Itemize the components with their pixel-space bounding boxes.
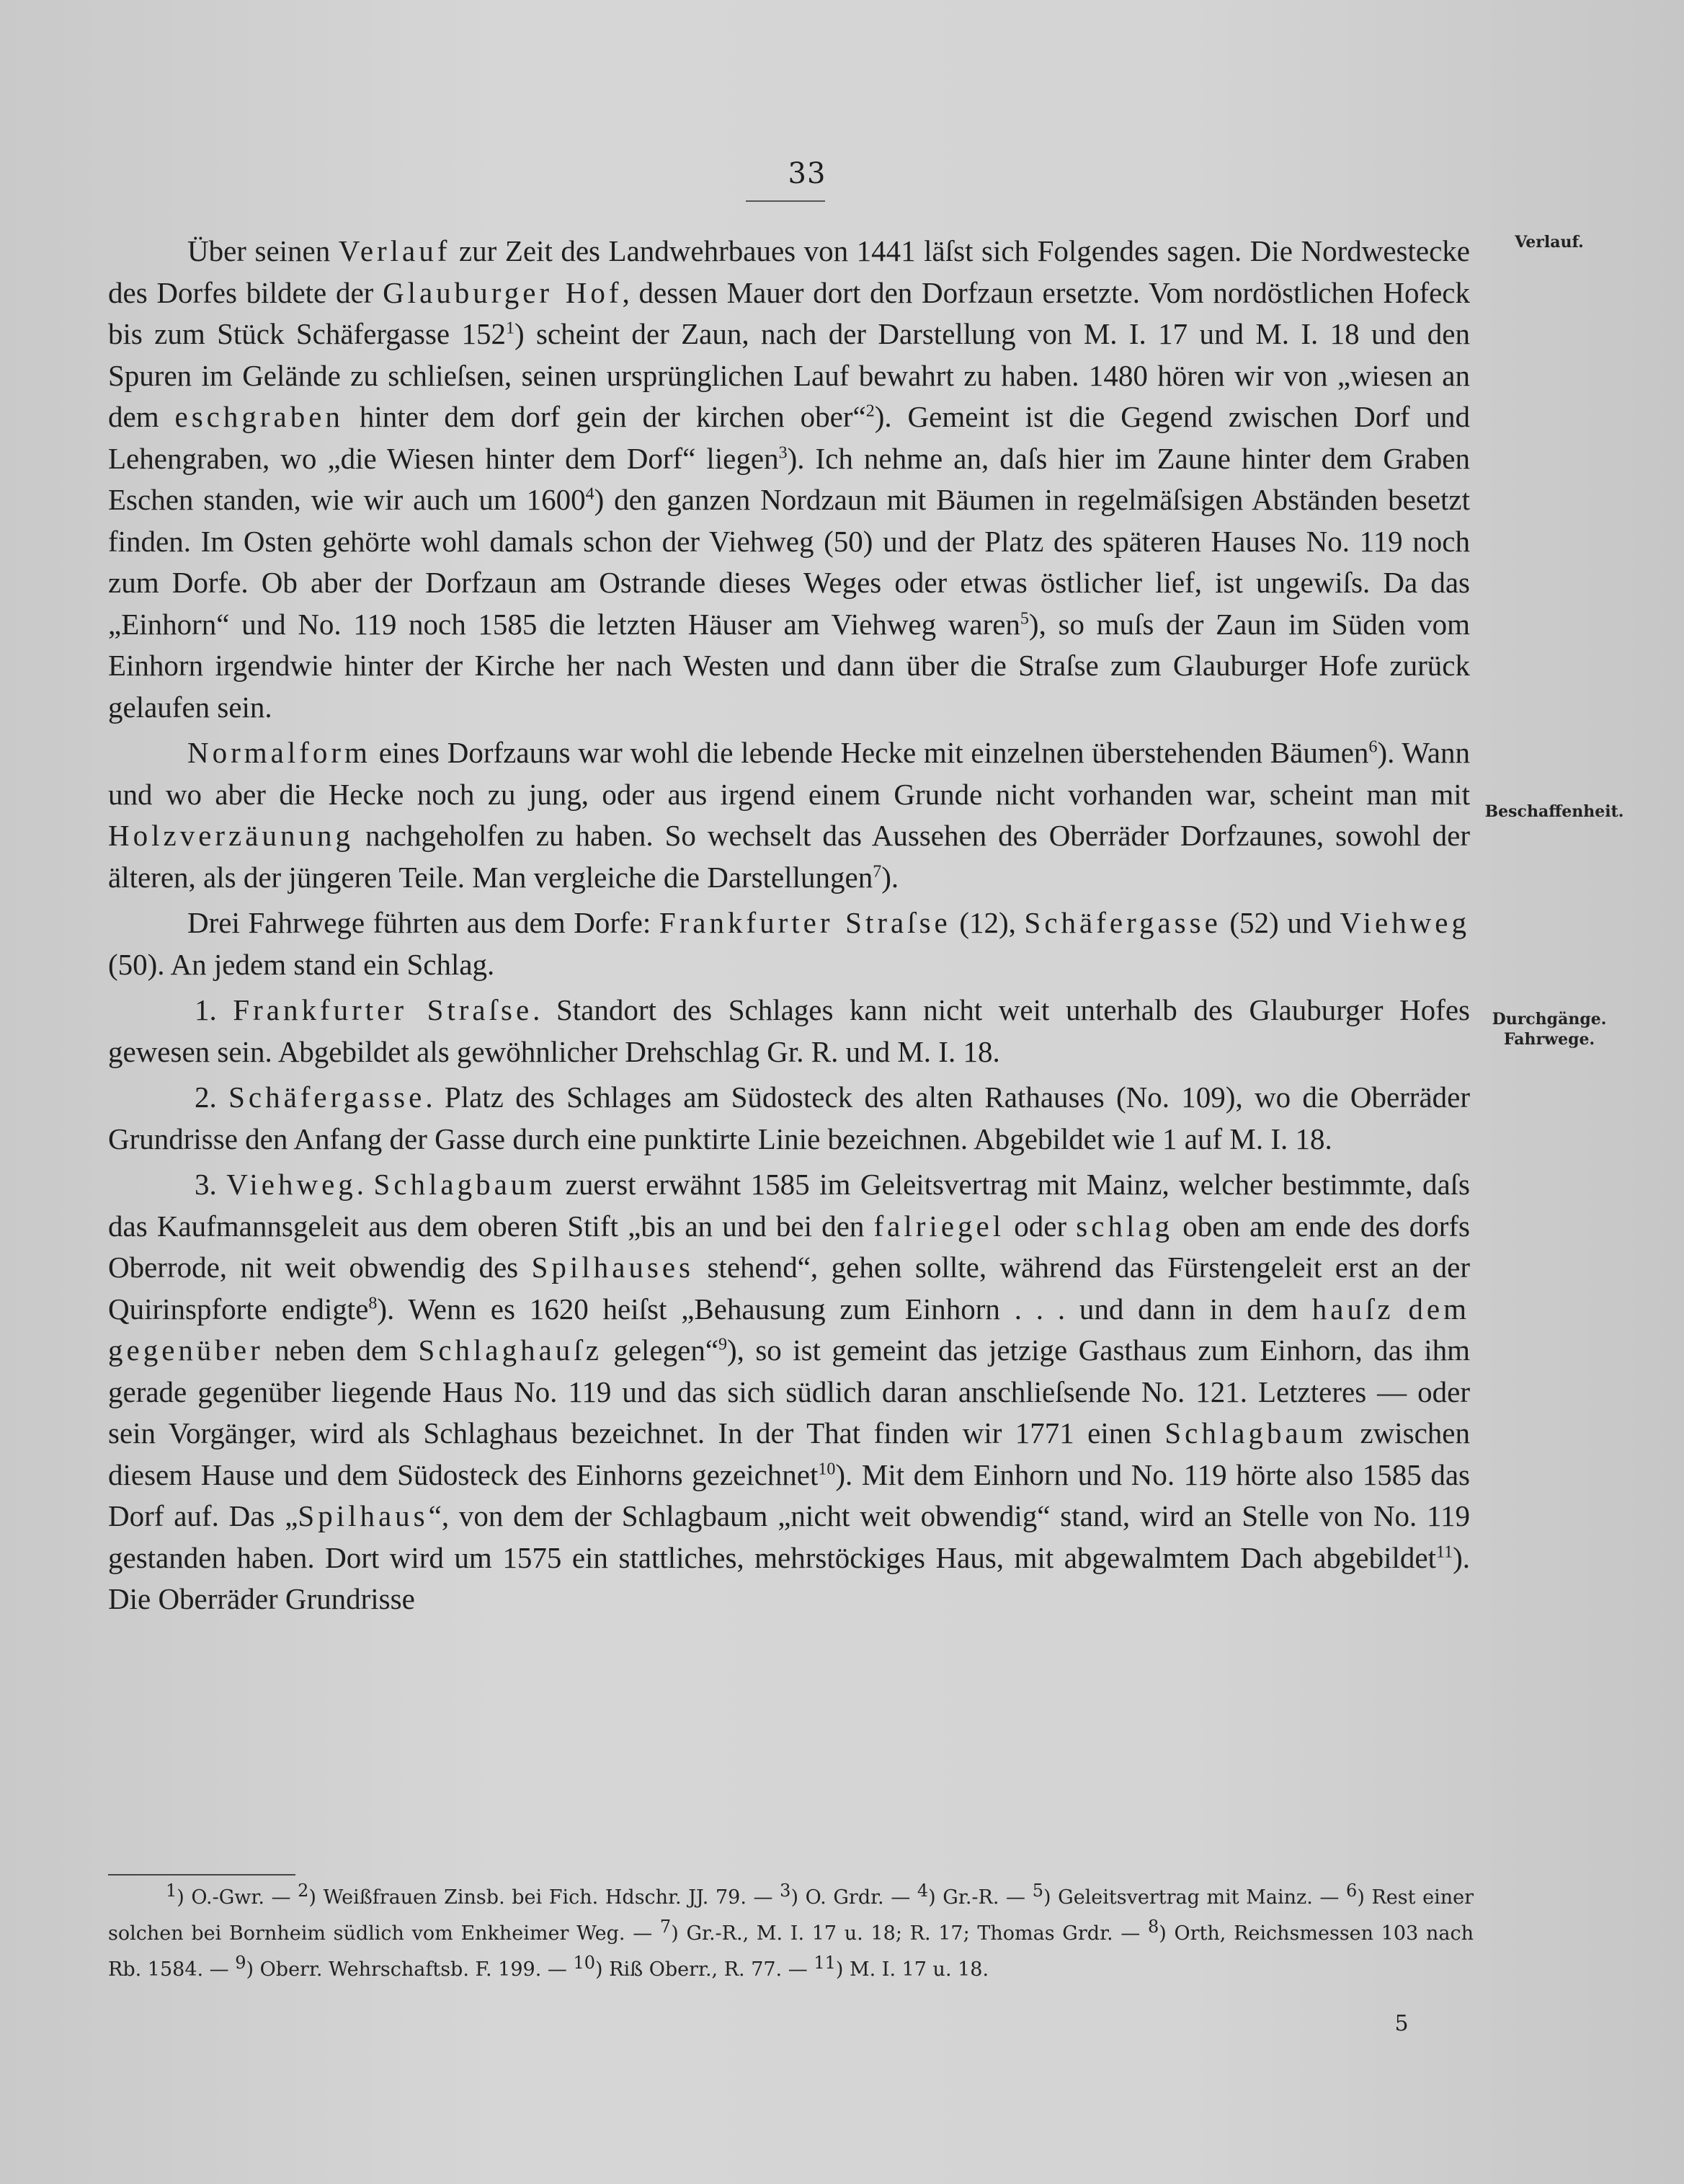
footnote-number: 11	[814, 1953, 836, 1973]
footnote-number: 7	[659, 1917, 672, 1937]
text-run: eines Dorfzauns war wohl die lebende Hecke mit einzelnen überstehenden Bäumen	[370, 736, 1369, 769]
spaced-term: Spilhaus	[298, 1499, 429, 1532]
text-run: ) scheint der Zaun, nach der Darstellung von M. I. 17 und M. I. 18 und den Spuren im Gelände zu schlieſsen, seinen ursprünglichen Lauf bewahrt zu haben. 1480 hören wir von „wiesen an dem	[108, 317, 1470, 433]
footnote-rule	[108, 1874, 295, 1876]
footnote-number: 10	[573, 1953, 596, 1973]
footnote-ref: 11	[1435, 1542, 1453, 1561]
footnote-text: ) Oberr. Wehrschaftsb. F. 199. —	[246, 1958, 574, 1981]
spaced-term: hauſz	[1311, 1292, 1394, 1326]
footnote-ref: 7	[873, 861, 882, 881]
footnote-number: 3	[780, 1881, 791, 1901]
footnote-ref: 9	[718, 1335, 728, 1354]
footnote-ref: 5	[1020, 608, 1029, 628]
text-run: 1.	[195, 993, 233, 1026]
paragraph-fahrwege	[108, 902, 1470, 985]
paragraph-item-3	[108, 1164, 1470, 1620]
spaced-term: dem gegenüber	[108, 1292, 1470, 1367]
footnote-text: ) Gr.-R., M. I. 17 u. 18; R. 17; Thomas Grdr. —	[671, 1922, 1148, 1945]
paragraph-beschaffenheit	[108, 732, 1470, 898]
footnote-ref: 4	[585, 484, 594, 504]
footnote-ref: 10	[818, 1459, 836, 1478]
footnote-number: 5	[1032, 1881, 1043, 1901]
text-run: , dessen Mauer dort den Dorfzaun ersetzte. Vom nordöstlichen Hofeck bis zum Stück Schäfergasse 152	[108, 275, 1470, 350]
text-run: 3.	[195, 1168, 227, 1201]
spaced-term: Frankfurter Straſse	[233, 993, 533, 1026]
text-run: oder	[1004, 1209, 1077, 1243]
text-run: zuerst erwähnt 1585 im Geleitsvertrag mit Mainz, welcher bestimmte, daſs das Kaufmannsgeleit aus dem oberen Stift „bis an und bei den	[108, 1168, 1471, 1243]
text-run: ). Mit dem Einhorn und No. 119 hörte also 1585 das Dorf auf. Das „	[108, 1457, 1470, 1532]
spaced-term: Frankfurter Straſse	[659, 906, 951, 939]
footnote-ref: 6	[1368, 737, 1378, 757]
spaced-term: Spilhauses	[531, 1251, 695, 1284]
footnote-text: ) Orth, Reichsmessen 103 nach Rb. 1584. —	[108, 1922, 1474, 1981]
spaced-term: falriegel	[873, 1209, 1005, 1243]
footnote-number: 6	[1346, 1881, 1358, 1901]
footnote-text: ) Gr.-R. —	[928, 1886, 1033, 1909]
spaced-term: Schäfergasse	[1024, 906, 1221, 939]
text-run: ).	[881, 860, 899, 894]
margin-note-verlauf: Verlauf.	[1515, 233, 1584, 252]
text-run: ). Die Oberräder Grundrisse	[108, 1540, 1470, 1615]
text-run: (12),	[950, 906, 1025, 939]
text-run: 2.	[195, 1080, 229, 1114]
text-run: ) den ganzen Nordzaun mit Bäumen in regelmäſsigen Abständen besetzt finden. Im Osten gehörte wohl damals schon der Viehweg (50) und der Platz des späteren Hauses No. 119 noch zum Dorfe. Ob aber der Dorfzaun am Ostrande dieses Weges oder etwas östlicher lief, ist ungewiſs. Da das „Einhorn“ und No. 119 noch 1585 die letzten Häuser am Viehweg waren	[108, 483, 1470, 641]
footnote-number: 2	[298, 1881, 309, 1901]
text-run: ). Gemeint ist die Gegend zwischen Dorf und Lehengraben, wo „die Wiesen hinter dem Dorf“ liegen	[108, 400, 1470, 475]
footnotes	[108, 1880, 1474, 1988]
footnote-number: 1	[166, 1881, 177, 1901]
spaced-term: Holzverzäunung	[108, 819, 354, 852]
text-run: ), so muſs der Zaun im Süden vom Einhorn irgendwie hinter der Kirche her nach Westen und dann über die Straſse zum Glauburger Hofe zurück gelaufen sein.	[108, 607, 1470, 724]
spaced-term: Glauburger Hof	[383, 275, 623, 309]
spaced-term: Schlagbaum	[1164, 1416, 1347, 1450]
footnote-text: ) Weißfrauen Zinsb. bei Fich. Hdschr. JJ. 79. —	[308, 1886, 780, 1909]
signature-mark: 5	[1394, 2011, 1409, 2036]
page-number-rule	[746, 200, 825, 202]
footnote-ref: 2	[865, 401, 875, 421]
spaced-term: eschgraben	[174, 400, 344, 433]
footnote-text: ) Rest einer solchen bei Bornheim südlich vom Enkheimer Weg. —	[108, 1886, 1474, 1945]
text-run	[1394, 1292, 1409, 1326]
footnote-ref: 3	[778, 443, 788, 462]
text-run: Drei Fahrwege führten aus dem Dorfe:	[187, 906, 659, 939]
text-run: nachgeholfen zu haben. So wechselt das Aussehen des Oberräder Dorfzaunes, sowohl der älteren, als der jüngeren Teile. Man vergleiche die Darstellungen	[108, 819, 1470, 894]
page-number: 33	[788, 157, 827, 190]
text-run: (52) und	[1221, 906, 1340, 939]
margin-note-durchgaenge	[1484, 1009, 1614, 1049]
footnote-text: ) O.-Gwr. —	[177, 1886, 298, 1909]
footnote-number: 8	[1148, 1917, 1159, 1937]
text-run: ). Wenn es 1620 heiſst „Behausung zum Einhorn . . . und dann in dem	[377, 1292, 1312, 1326]
text-run: “, von dem der Schlagbaum „nicht weit obwendig“ stand, wird an Stelle von No. 119 gestanden haben. Dort wird um 1575 ein stattliches, mehrstöckiges Haus, mit abgewalmtem Dach abgebildet	[108, 1499, 1470, 1574]
text-run: . Standort des Schlages kann nicht weit unterhalb des Glauburger Hofes gewesen sein. Abgebildet als gewöhnlicher Drehschlag Gr. R. und M. I. 18.	[108, 993, 1470, 1068]
text-run: . Platz des Schlages am Südosteck des alten Rathauses (No. 109), wo die Oberräder Grundrisse den Anfang der Gasse durch eine punktirte Linie bezeichnen. Abgebildet wie 1 auf M. I. 18.	[108, 1080, 1470, 1155]
text-run: Über seinen	[187, 234, 339, 267]
footnote-text: ) Riß Oberr., R. 77. —	[595, 1958, 814, 1981]
footnote-text: ) M. I. 17 u. 18.	[835, 1958, 989, 1981]
text-run: gelegen“	[602, 1333, 719, 1367]
spaced-term: Schlagbaum	[373, 1168, 556, 1201]
text-run: neben dem	[263, 1333, 419, 1367]
paragraph-item-1	[108, 990, 1470, 1073]
text-run: ). Ich nehme an, daſs hier im Zaune hinter dem Graben Eschen standen, wie wir auch um 1600	[108, 441, 1470, 516]
spaced-term: Viehweg	[1340, 906, 1470, 939]
footnote-ref: 1	[505, 319, 514, 338]
footnote-number: 4	[917, 1881, 929, 1901]
main-text	[108, 231, 1470, 1620]
margin-note-beschaffenheit: Beschaffenheit.	[1484, 802, 1624, 821]
footnote-number: 9	[235, 1953, 246, 1973]
margin-note-fahrwege-line: Fahrwege.	[1503, 1030, 1595, 1049]
spaced-term: Schäfergasse	[228, 1080, 426, 1114]
paragraph-item-2	[108, 1077, 1470, 1160]
spaced-term: Verlauf	[338, 234, 451, 267]
text-run: ). Wann und wo aber die Hecke noch zu jung, oder aus irgend einem Grunde nicht vorhanden war, scheint man mit	[108, 736, 1470, 811]
text-run: ), so ist gemeint das jetzige Gasthaus zum Einhorn, das ihm gerade gegenüber liegende Haus No. 119 und das sich südlich daran anschlieſsende No. 121. Letzteres — oder sein Vorgänger, wird als Schlaghaus bezeichnet. In der That finden wir 1771 einen	[108, 1333, 1471, 1450]
spaced-term: Schlaghauſz	[418, 1333, 602, 1367]
spaced-term: schlag	[1076, 1209, 1174, 1243]
text-run: .	[356, 1168, 374, 1201]
text-run: zur Zeit des Landwehrbaues von 1441 läſst sich Folgendes sagen. Die Nordwestecke des Dorfes bildete der	[108, 234, 1470, 309]
footnote-ref: 8	[368, 1293, 378, 1313]
text-run: oben am ende des dorfs Oberrode, nit weit obwendig des	[108, 1209, 1470, 1284]
footnote-text: ) Geleitsvertrag mit Mainz. —	[1043, 1886, 1347, 1909]
text-run: hinter dem dorf gein der kirchen ober“	[343, 400, 866, 433]
spaced-term: Normalform	[187, 736, 371, 769]
text-run: (50). An jedem stand ein Schlag.	[108, 947, 495, 981]
text-run: stehend“, gehen sollte, während das Fürstengeleit erst an der Quirinspforte endigte	[108, 1251, 1470, 1326]
text-run: zwischen diesem Hause und dem Südosteck des Einhorns gezeichnet	[108, 1416, 1470, 1491]
margin-note-durchgaenge-line: Durchgänge.	[1492, 1010, 1607, 1029]
spaced-term: Viehweg	[226, 1168, 357, 1201]
paragraph-verlauf	[108, 231, 1470, 728]
footnote-text: ) O. Grdr. —	[790, 1886, 917, 1909]
